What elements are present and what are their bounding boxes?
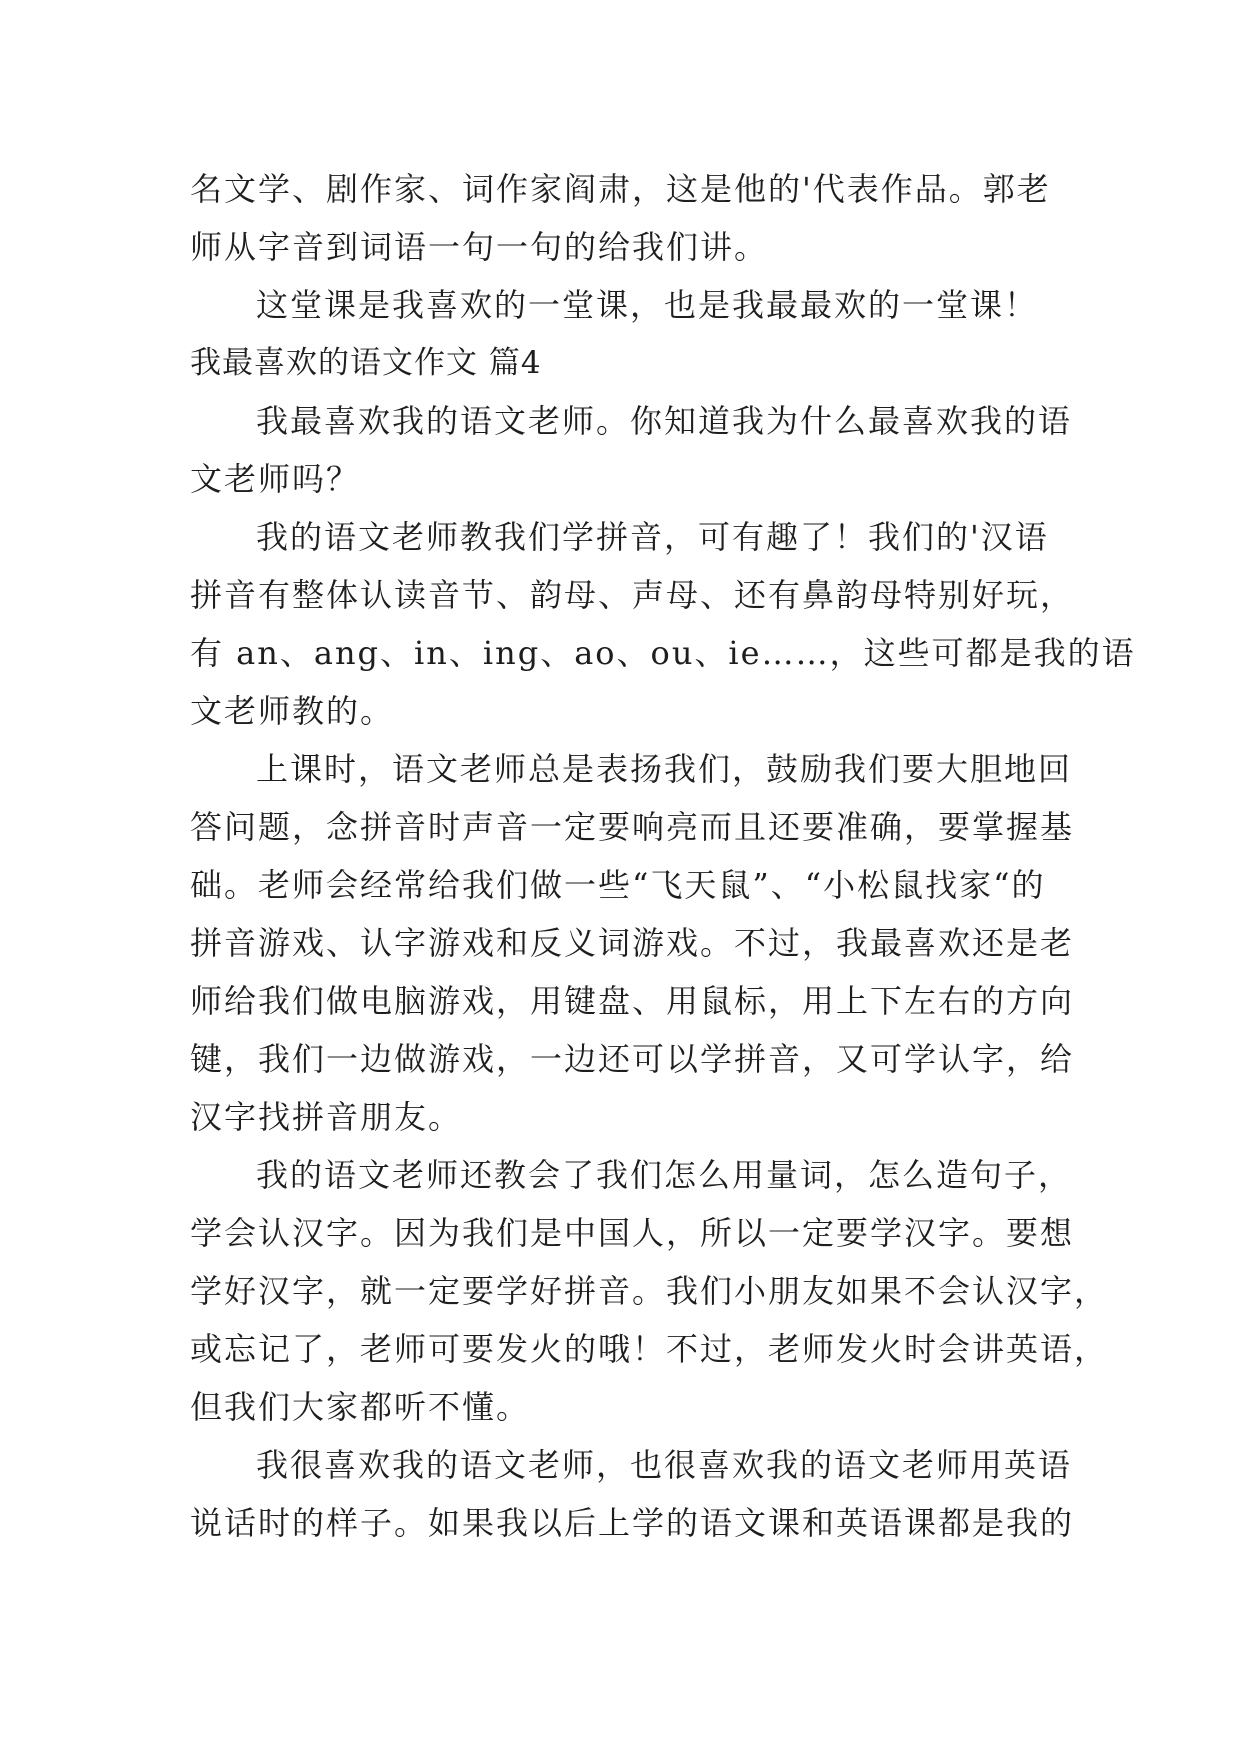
section-heading: 我最喜欢的语文作文 篇4: [190, 345, 542, 381]
paragraph5-line-2: 说话时的样子。如果我以后上学的语文课和英语课都是我的: [190, 1504, 1075, 1542]
paragraph4-line-4: 或忘记了，老师可要发火的哦！不过，老师发火时会讲英语，: [190, 1330, 1109, 1368]
paragraph3-line-5: 师给我们做电脑游戏，用键盘、用鼠标，用上下左右的方向: [190, 982, 1075, 1020]
paragraph3-line-4: 拼音游戏、认字游戏和反义词游戏。不过，我最喜欢还是老: [190, 924, 1075, 962]
closing-line: 这堂课是我喜欢的一堂课，也是我最最欢的一堂课！: [256, 286, 1039, 324]
document-body: [190, 160, 1136, 1552]
paragraph3-line-1: 上课时，语文老师总是表扬我们，鼓励我们要大胆地回: [256, 750, 1073, 788]
paragraph2-line-3: 有 an、ang、in、ing、ao、ou、ie……，这些可都是我的语: [190, 634, 1136, 672]
paragraph4-line-1: 我的语文老师还教会了我们怎么用量词，怎么造句子，: [256, 1156, 1073, 1194]
paragraph3-line-6: 键，我们一边做游戏，一边还可以学拼音，又可学认字，给: [190, 1040, 1075, 1078]
paragraph3-line-2: 答问题，念拼音时声音一定要响亮而且还要准确，要掌握基: [190, 808, 1075, 846]
paragraph2-line-1: 我的语文老师教我们学拼音，可有趣了！我们的'汉语: [256, 518, 1049, 556]
paragraph1-line-2: 文老师吗？: [190, 460, 361, 498]
paragraph3-line-7: 汉字找拼音朋友。: [190, 1098, 463, 1136]
paragraph5-line-1: 我很喜欢我的语文老师，也很喜欢我的语文老师用英语: [256, 1446, 1073, 1484]
intro-line-2: 师从字音到词语一句一句的给我们讲。: [190, 228, 769, 266]
paragraph4-line-5: 但我们大家都听不懂。: [190, 1388, 531, 1426]
paragraph2-line-4: 文老师教的。: [190, 692, 395, 730]
paragraph4-line-3: 学好汉字，就一定要学好拼音。我们小朋友如果不会认汉字，: [190, 1272, 1109, 1310]
paragraph4-line-2: 学会认汉字。因为我们是中国人，所以一定要学汉字。要想: [190, 1214, 1075, 1252]
paragraph1-line-1: 我最喜欢我的语文老师。你知道我为什么最喜欢我的语: [256, 402, 1073, 440]
paragraph2-line-2: 拼音有整体认读音节、韵母、声母、还有鼻韵母特别好玩，: [190, 576, 1075, 614]
intro-line-1: 名文学、剧作家、词作家阎肃，这是他的'代表作品。郭老: [190, 170, 1051, 208]
paragraph3-line-3: 础。老师会经常给我们做一些“飞天鼠”、“小松鼠找家“的: [190, 866, 1046, 904]
